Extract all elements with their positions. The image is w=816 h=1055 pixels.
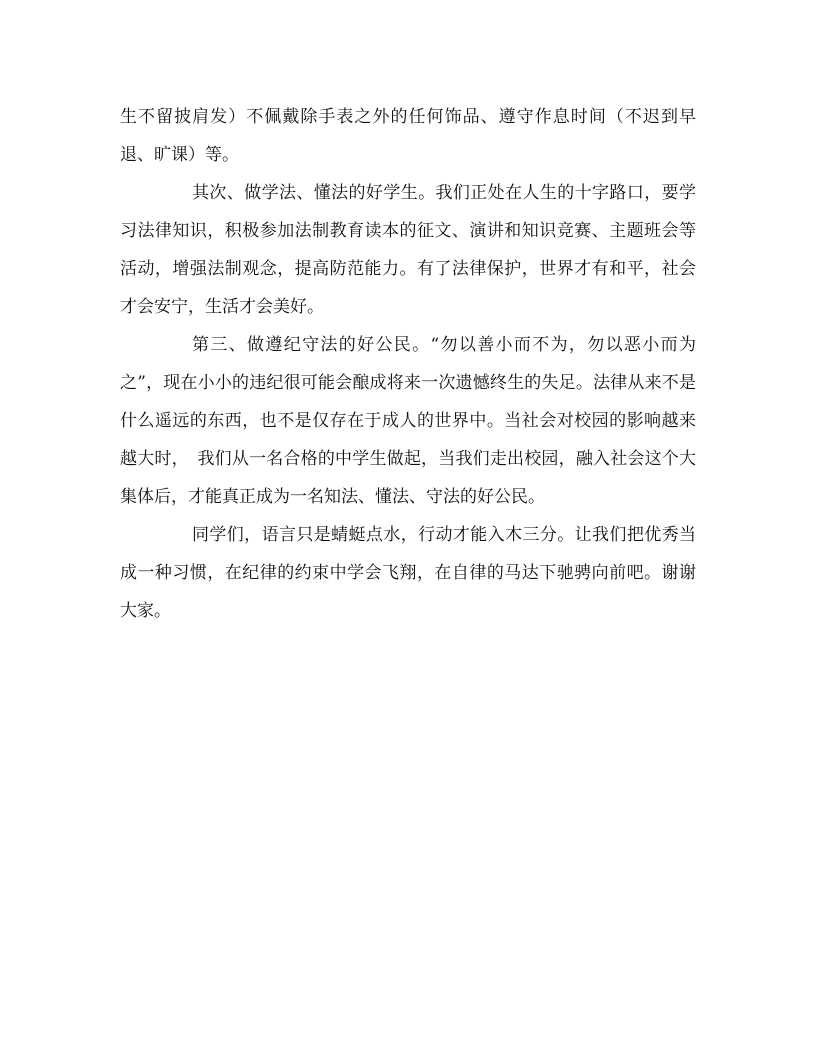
paragraph-3: 第三、做遵纪守法的好公民。“勿以善小而不为，勿以恶小而为之”，现在小小的违纪很可能会酿成将来一次遗憾终生的失足。法律从来不是什么遥远的东西，也不是仅存在于成人的世界中。当社会对校园的影响越来越大时， 我们从一名合格的中学生做起，当我们走出校园，融入社会这个大集体后，才能真正成为一名知法、懂法、守法的好公民。 (120, 335, 696, 507)
document-body (120, 98, 696, 630)
paragraph-2: 其次、做学法、懂法的好学生。我们正处在人生的十字路口，要学习法律知识，积极参加法制教育读本的征文、演讲和知识竞赛、主题班会等活动，增强法制观念，提高防范能力。有了法律保护，世界才有和平，社会才会安宁，生活才会美好。 (120, 183, 696, 317)
paragraph-1: 生不留披肩发）不佩戴除手表之外的任何饰品、遵守作息时间（不迟到早退、旷课）等。 (120, 107, 696, 165)
paragraph-4: 同学们，语言只是蜻蜓点水，行动才能入木三分。让我们把优秀当成一种习惯，在纪律的约束中学会飞翔，在自律的马达下驰骋向前吧。谢谢大家。 (120, 525, 696, 621)
